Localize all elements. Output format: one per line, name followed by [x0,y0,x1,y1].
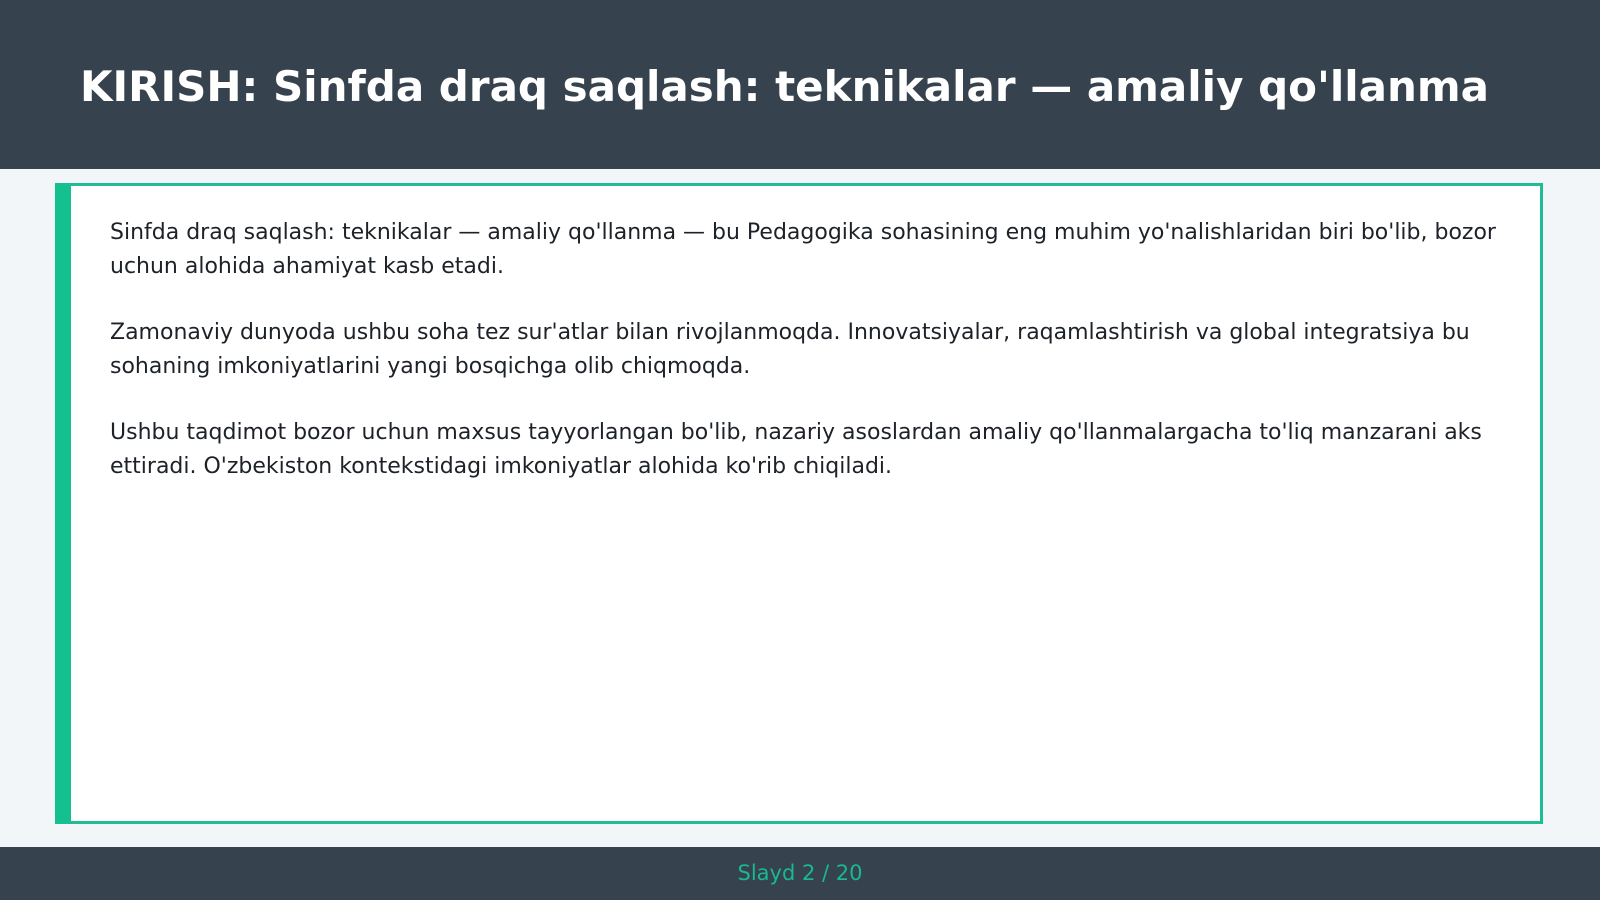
presentation-purpose-paragraph: Ushbu taqdimot bozor uchun maxsus tayyorlangan bo'lib, nazariy asoslardan amaliy qo'llanmalargacha to'liq manzarani aks ettiradi. O'zbekiston kontekstidagi imkoniyatlar alohida ko'rib chiqiladi. [110,420,1482,479]
slide-footer [0,847,1600,900]
intro-paragraph: Sinfda draq saqlash: teknikalar — amaliy qo'llanma — bu Pedagogika sohasining eng muhim yo'nalishlaridan biri bo'lib, bozor uchun alohida ahamiyat kasb etadi. [110,220,1496,279]
modern-world-paragraph: Zamonaviy dunyoda ushbu soha tez sur'atlar bilan rivojlanmoqda. Innovatsiyalar, raqamlashtirish va global integratsiya bu sohaning imkoniyatlarini yangi bosqichga olib chiqmoqda. [110,320,1470,379]
content-panel [55,183,1543,824]
slide-number: Slayd 2 / 20 [737,861,863,885]
slide-title: KIRISH: Sinfda draq saqlash: teknikalar — amaliy qo'llanma [80,62,1489,111]
slide-header [0,0,1600,169]
